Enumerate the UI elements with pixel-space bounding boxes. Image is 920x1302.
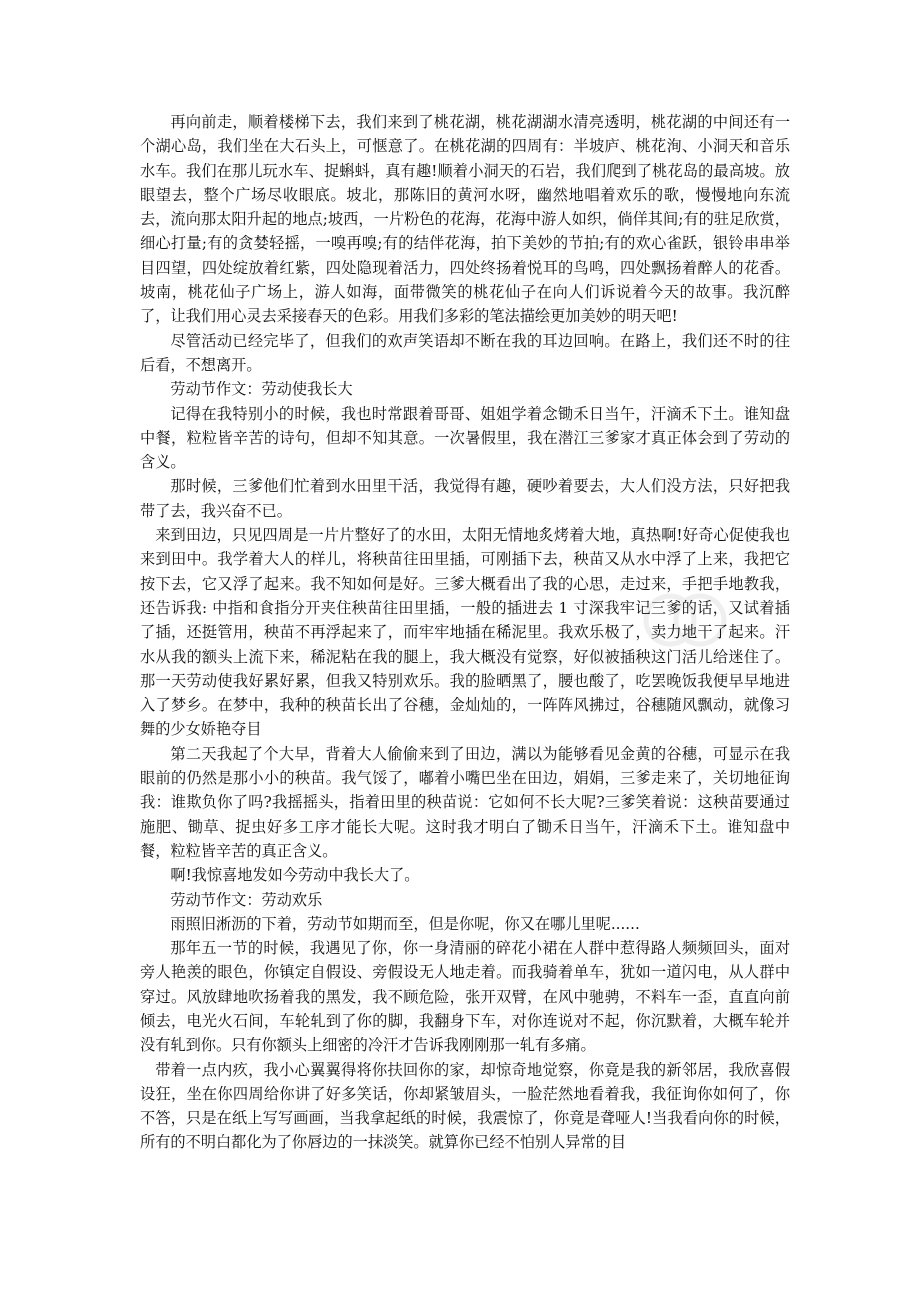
paragraph-next-day: 第二天我起了个大早，背着大人偷偷来到了田边，满以为能够看见金黄的谷穗，可显示在我眼前的仍然是那小小的秧苗。我气馁了，嘟着小嘴巴坐在田边，娟娟，三爹走来了，关切地征询我：谁欺负你了吗?我摇摇头，指着田里的秧苗说：它如何不长大呢?三爹笑着说：这秧苗要通过施肥、锄草、捉虫好多工序才能长大呢。这时我才明白了锄禾日当午，汗滴禾下土。谁知盘中餐，粒粒皆辛苦的真正含义。 [140,744,790,860]
paragraph-rice-field: 那时候，三爹他们忙着到水田里干活，我觉得有趣，硬吵着要去，大人们没方法，只好把我带了去，我兴奋不已。 [140,477,790,520]
paragraph-childhood: 记得在我特别小的时候，我也时常跟着哥哥、姐姐学着念锄禾日当午，汗滴禾下土。谁知盘中餐，粒粒皆辛苦的诗句，但却不知其意。一次暑假里，我在潜江三爹家才真正体会到了劳动的含义。 [140,404,790,472]
watermark-logo [640,590,730,650]
paragraph-grown-up: 啊!我惊喜地发如今劳动中我长大了。 [170,866,420,885]
section-heading-labor-grow: 劳动节作文：劳动使我长大 [170,380,353,399]
paragraph-may-day-meeting: 那年五一节的时候，我遇见了你，你一身清丽的碎花小裙在人群中惹得路人频频回头，面对旁人艳羡的眼色，你镇定自假设、旁假设无人地走着。而我骑着单车，犹如一道闪电，从人群中穿过。风放肆地吹扬着我的黑发，我不顾危险，张开双臂，在风中驰骋，不料车一歪，直直向前倾去，电光火石间，车轮轧到了你的脚，我翻身下车，对你连说对不起，你沉默着，大概车轮并没有轧到你。只有你额头上细密的冷汗才告诉我刚刚那一轧有多痛。 [140,939,790,1055]
section-heading-labor-joy: 劳动节作文：劳动欢乐 [170,890,323,909]
paragraph-new-neighbor: 带着一点内疚，我小心翼翼得将你扶回你的家，却惊奇地觉察，你竟是我的新邻居，我欣喜假设狂，坐在你四周给你讲了好多笑话，你却紧皱眉头，一脸茫然地看着我，我征询你如何了，你不答，只是在纸上写写画画，当我拿起纸的时候，我震惊了，你竟是聋哑人!当我看向你的时候，所有的不明白都化为了你唇边的一抹淡笑。就算你已经不怕别人异常的目 [140,1060,790,1152]
paragraph-taohua-lake: 再向前走，顺着楼梯下去，我们来到了桃花湖，桃花湖湖水清亮透明，桃花湖的中间还有一个湖心岛，我们坐在大石头上，可惬意了。在桃花湖的四周有：半坡庐、桃花洵、小洞天和音乐水车。我们在那儿玩水车、捉蝌蚪，真有趣!顺着小洞天的石岩，我们爬到了桃花岛的最高坡。放眼望去，整个广场尽收眼底。坡北，那陈旧的黄河水呀，幽然地唱着欢乐的歌，慢慢地向东流去，流向那太阳升起的地点;坡西，一片粉色的花海，花海中游人如织，倘佯其间;有的驻足欣赏，细心打量;有的贪婪轻摇，一嗅再嗅;有的结伴花海，拍下美妙的节拍;有的欢心雀跃，银铃串串举目四望，四处绽放着红紫，四处隐现着活力，四处终扬着悦耳的鸟鸣，四处飘扬着醉人的花香。坡南，桃花仙子广场上，游人如海，面带微笑的桃花仙子在向人们诉说着今天的故事。我沉醉了，让我们用心灵去采接春天的色彩。用我们多彩的笔法描绘更加美妙的明天吧! [140,113,790,326]
paragraph-rain: 雨照旧淅沥的下着，劳动节如期而至，但是你呢，你又在哪儿里呢...... [170,914,640,933]
paragraph-planting: 来到田边，只见四周是一片片整好了的水田，太阳无情地炙烤着大地，真热啊!好奇心促使我也来到田中。我学着大人的样儿，将秧苗往田里插，可刚插下去，秧苗又从水中浮了上来，我把它按下去，它又浮了起来。我不知如何是好。三爹大概看出了我的心思，走过来，手把手地教我，还告诉我: 中指和食指分开夹住秧苗往田里插，一般的插进去 1 寸深我牢记三爹的话，又试着插了插，还挺管用，秧苗不再浮起来了，而牢牢地插在稀泥里。我欢乐极了，卖力地干了起来。汗水从我的额头上流下来，稀泥粘在我的腿上，我大概没有觉察，好似被插秧这门活儿给迷住了。那一天劳动使我好累好累，但我又特别欢乐。我的脸晒黑了，腰也酸了，吃罢晚饭我便早早地进入了梦乡。在梦中，我种的秧苗长出了谷穗，金灿灿的，一阵阵风拂过，谷穗随风飘动，就像习舞的少女娇艳夺目 [140,526,790,739]
paragraph-activity-end: 尽管活动已经完毕了，但我们的欢声笑语却不断在我的耳边回响。在路上，我们还不时的往后看，不想离开。 [140,331,790,374]
